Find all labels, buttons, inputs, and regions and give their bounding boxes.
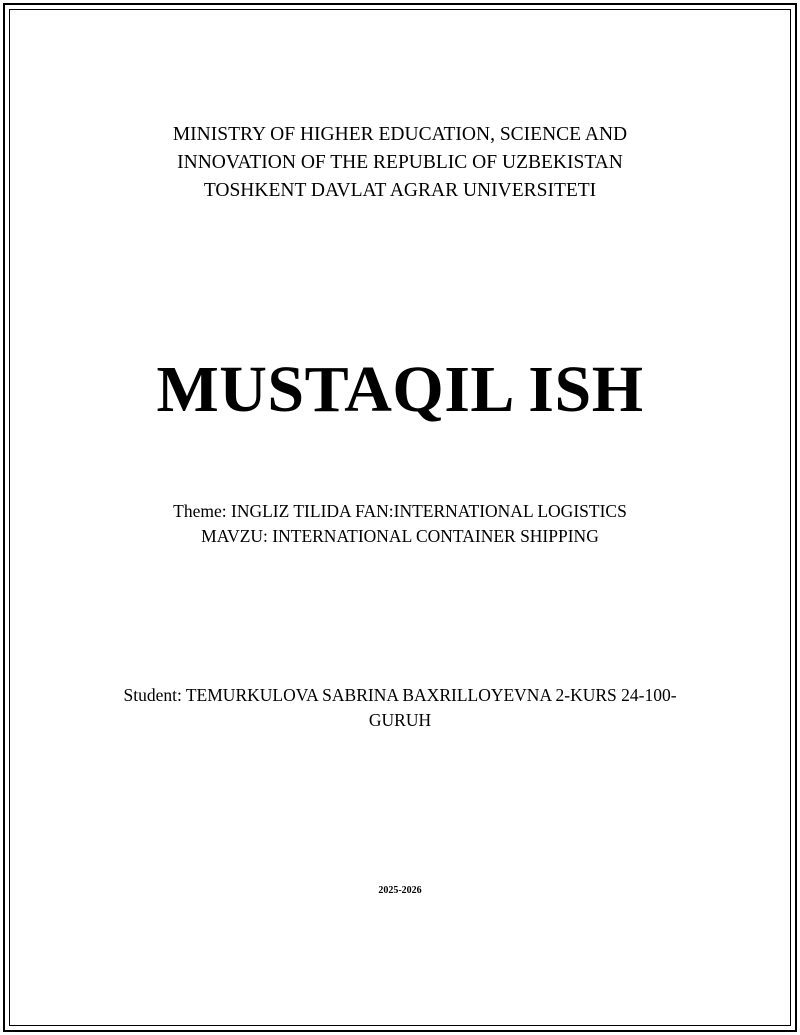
document-title: MUSTAQIL ISH <box>156 353 644 426</box>
topic-block <box>0 499 800 549</box>
theme-line: Theme: INGLIZ TILIDA FAN:INTERNATIONAL LOGISTICS <box>173 501 627 521</box>
mavzu-line: MAVZU: INTERNATIONAL CONTAINER SHIPPING <box>201 526 599 546</box>
academic-year: 2025-2026 <box>378 885 422 896</box>
institution-line-1: MINISTRY OF HIGHER EDUCATION, SCIENCE AND <box>172 124 628 145</box>
university-name: TOSHKENT DAVLAT AGRAR UNIVERSITETI <box>203 180 597 201</box>
student-info: Student: TEMURKULOVA SABRINA BAXRILLOYEVNA 2-KURS 24-100-GURUH <box>123 685 677 730</box>
institution-header <box>0 121 800 205</box>
institution-line-2: INNOVATION OF THE REPUBLIC OF UZBEKISTAN <box>177 152 623 173</box>
